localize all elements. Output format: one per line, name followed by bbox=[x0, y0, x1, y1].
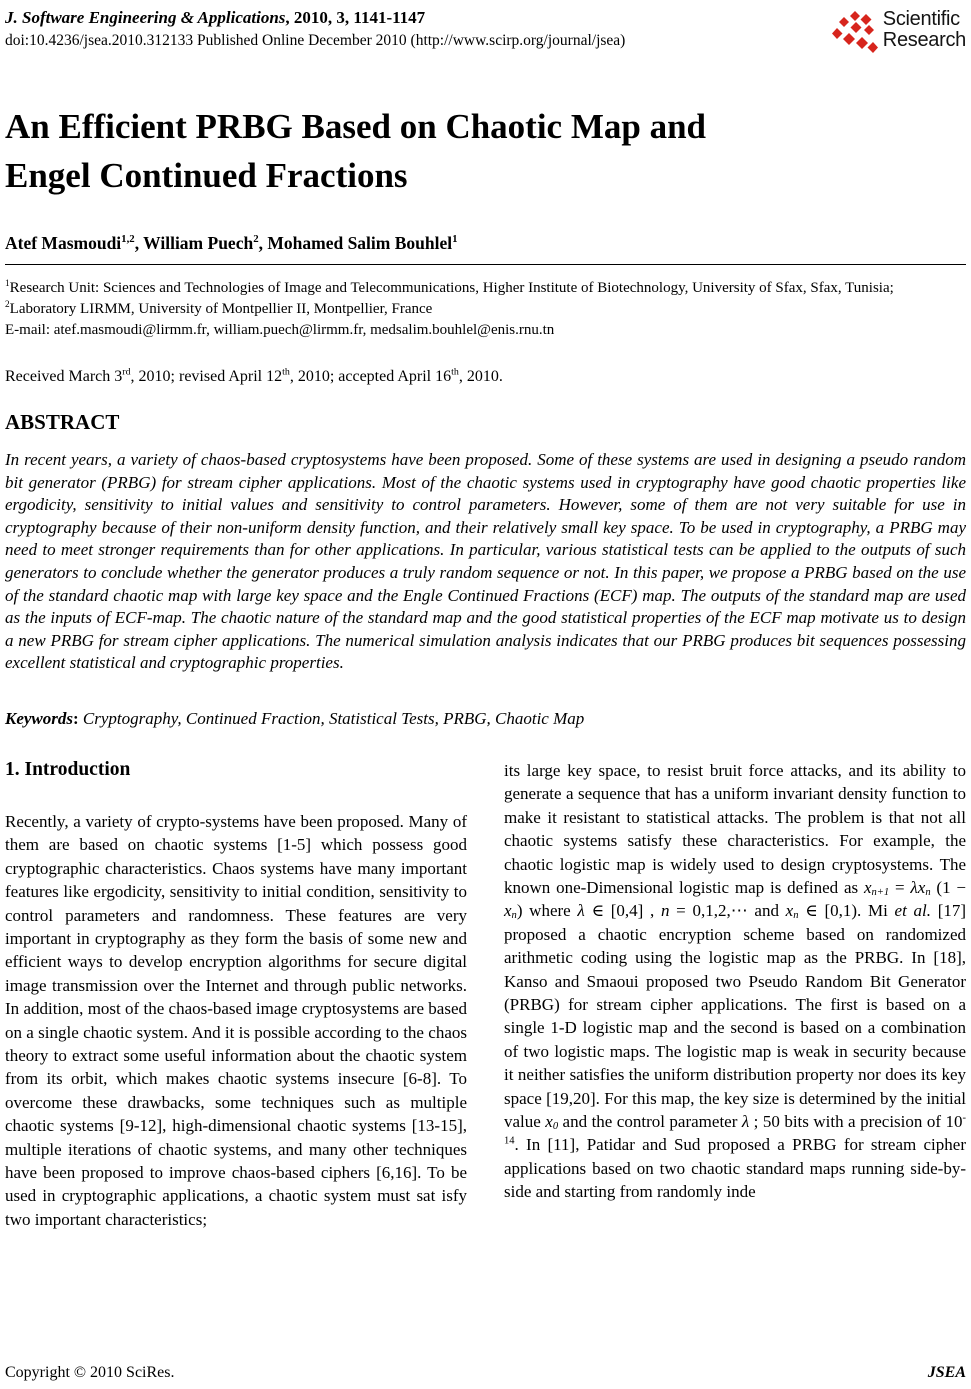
header-text-block bbox=[5, 8, 625, 50]
publisher-logo bbox=[832, 9, 966, 57]
page-header bbox=[5, 8, 966, 57]
page-footer bbox=[5, 1364, 966, 1382]
email-line: E-mail: atef.masmoudi@lirmm.fr, william.puech@lirmm.fr, medsalim.bouhlel@enis.rnu.tn bbox=[5, 322, 555, 338]
journal-abbreviation: JSEA bbox=[927, 1364, 966, 1381]
keywords-line: Keywords: Cryptography, Continued Fraction, Statistical Tests, PRBG, Chaotic Map bbox=[5, 708, 585, 728]
section-heading-introduction: 1. Introduction bbox=[5, 758, 131, 780]
right-column bbox=[504, 759, 966, 1231]
authors-line: Atef Masmoudi$^{1,2}$, William Puech$^2$, Mohamed Salim Bouhlel$^1$ bbox=[5, 233, 458, 253]
abstract-heading: ABSTRACT bbox=[5, 410, 120, 434]
intro-right-paragraph: its large key space, to resist bruit force attacks, and its ability to generate a sequence that has a uniform invariant density function to make it resistant to statistical attacks. The problem is that not all chaotic systems satisfy these characteristics. For example, the chaotic logistic map is widely used to design cryptosystems. The known one-Dimensional logistic map is defined as xn+1 = λxn (1 − xn) where λ ∈ [0,4] , n = 0,1,2,⋯ and xn ∈ [0,1). Mi et al. [17] proposed a chaotic encryption scheme based on randomized arithmetic coding using the logistic map as the PRBG. In [18], Kanso and Smaoui proposed two Pseudo Random Bit Generator (PRBG) for stream cipher applications. The first is based on a single 1-D logistic map and the second is based on a combination of two logistic maps. The logistic map is weak in security because it neither satisfies the uniform distribution property nor does its key space [19,20]. For this map, the key size is determined by the initial value x0 and the control parameter λ ; 50 bits with a precision of $10^{-14}$. In [11], Patidar and Sud proposed a PRBG for stream cipher applications based on two chaotic standard maps running side-by-side and starting from randomly inde bbox=[504, 760, 967, 1202]
publisher-name-line1: Scientific bbox=[882, 8, 960, 30]
publisher-name bbox=[883, 9, 966, 51]
left-column bbox=[5, 759, 467, 1231]
journal-citation: J. Software Engineering & Applications, 2010, 3, 1141-1147 bbox=[5, 8, 426, 27]
copyright-text: Copyright © 2010 SciRes. bbox=[5, 1364, 175, 1381]
paper-title-line1: An Efficient PRBG Based on Chaotic Map and bbox=[5, 107, 707, 146]
publisher-name-line2: Research bbox=[882, 29, 966, 51]
two-column-body bbox=[5, 759, 966, 1231]
paper-title bbox=[5, 102, 966, 200]
red-diamond-cluster-icon bbox=[832, 11, 878, 57]
affiliation-block bbox=[5, 278, 966, 341]
intro-left-paragraph: Recently, a variety of crypto-systems have been proposed. Many of them are based on chaotic systems [1-5] which possess good cryptographic characteristics. Chaos systems have many important features like ergodicity, sensitivity to initial condition, sensitivity to control parameters and randomness. These features are very important in cryptography as they form the basis of some new and efficient ways to develop encryption algorithms for secure digital image transmission over the Internet and through public networks. In addition, most of the chaos-based image cryptosystems are based on a single chaotic system. And it is possible according to the chaos theory to extract some useful information about the chaotic system from its orbit, which makes chaotic systems insecure [6-8]. To overcome these drawbacks, some techniques such as multiple chaotic systems [9-12], high-dimensional chaotic systems [13-15], multiple iterations of chaotic systems, and many other techniques have been proposed to improve chaos-based ciphers [6,16]. To be used in cryptographic applications, a chaotic system must sat isfy two important characteristics; bbox=[5, 811, 467, 1229]
affiliation-text: $^1$Research Unit: Sciences and Technologies of Image and Telecommunications, Higher Institute of Biotechnology, University of Sfax, Sfax, Tunisia; $^2$Laboratory LIRMM, University of Montpellier II, Montpellier, France bbox=[5, 279, 894, 317]
header-divider bbox=[5, 264, 966, 265]
doi-line: doi:10.4236/jsea.2010.312133 Published Online December 2010 (http://www.scirp.org/journal/jsea) bbox=[5, 32, 626, 49]
paper-title-line2: Engel Continued Fractions bbox=[5, 156, 408, 195]
received-line: Received March 3rd, 2010; revised April 12th, 2010; accepted April 16th, 2010. bbox=[5, 366, 503, 385]
abstract-text: In recent years, a variety of chaos-based cryptosystems have been proposed. Some of these systems are used in designing a pseudo random bit generator (PRBG) for stream cipher applications. Most of the chaotic systems used in cryptography have good chaotic properties like ergodicity, sensitivity to initial values and sensitivity to control parameters. However, some of them are not very suitable for use in cryptography because of their non-uniform density function, and their relatively small key space. To be used in cryptography, a PRBG may need to meet stronger requirements than for other applications. In particular, various statistical tests can be applied to the outputs of such generators to conclude whether the generator produces a truly random sequence or not. In this paper, we propose a PRBG based on the use of the standard chaotic map with large key space and the Engle Continued Fractions (ECF) map. The outputs of the standard map are used as the inputs of ECF-map. The chaotic nature of the standard map and the good statistical properties of the ECF map motivate us to design a new PRBG for stream cipher applications. The numerical simulation analysis indicates that our PRBG produces bit sequences possessing excellent statistical and cryptographic properties. bbox=[5, 450, 966, 673]
